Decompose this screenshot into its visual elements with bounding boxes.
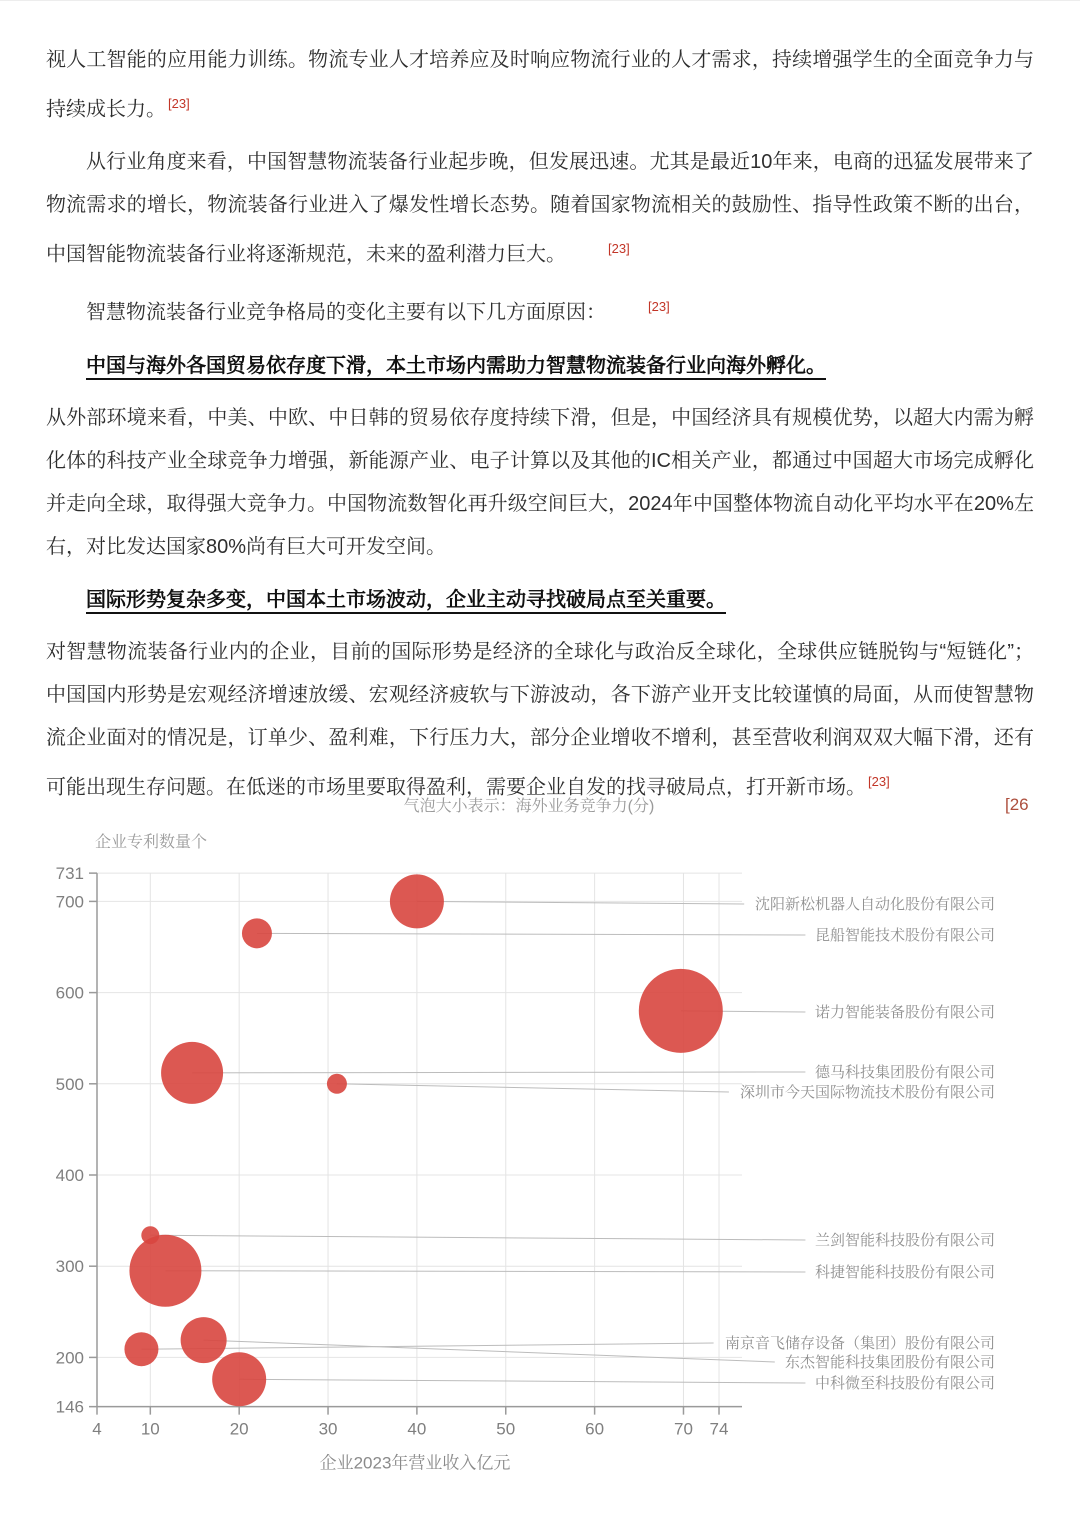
company-label: 东杰智能科技集团股份有限公司 bbox=[784, 1354, 995, 1371]
x-tick-label: 70 bbox=[674, 1419, 693, 1439]
x-tick-label: 40 bbox=[407, 1419, 427, 1439]
y-tick-label: 146 bbox=[55, 1397, 84, 1417]
x-tick-label: 50 bbox=[496, 1419, 516, 1439]
citation-ref-26: [26 bbox=[1005, 795, 1029, 814]
data-bubble bbox=[181, 1317, 227, 1363]
bubble-chart bbox=[0, 789, 1080, 1509]
bubble-chart-canvas bbox=[0, 789, 1080, 1509]
chart-title: 气泡大小表示：海外业务竞争力(分) bbox=[403, 798, 655, 815]
paragraph-text: 智慧物流装备行业竞争格局的变化主要有以下几方面原因： bbox=[86, 301, 606, 324]
article-text bbox=[0, 1, 1080, 819]
data-bubble bbox=[390, 874, 444, 928]
x-tick-label: 60 bbox=[585, 1419, 605, 1439]
data-bubble bbox=[161, 1042, 223, 1104]
company-label: 诺力智能装备股份有限公司 bbox=[814, 1004, 995, 1021]
heading-text: 国际形势复杂多变，中国本土市场波动，企业主动寻找破局点至关重要。 bbox=[86, 588, 726, 611]
y-tick-label: 700 bbox=[55, 892, 84, 912]
label-leader-line bbox=[165, 1271, 805, 1272]
company-label: 德马科技集团股份有限公司 bbox=[814, 1064, 995, 1081]
y-axis-title: 企业专利数量个 bbox=[95, 834, 208, 851]
section-heading bbox=[46, 579, 1034, 622]
company-label: 兰剑智能科技股份有限公司 bbox=[814, 1232, 995, 1249]
x-axis-title: 企业2023年营业收入亿元 bbox=[319, 1453, 511, 1473]
x-tick-label: 30 bbox=[318, 1419, 338, 1439]
section-heading bbox=[46, 345, 1034, 388]
data-bubble bbox=[124, 1332, 158, 1366]
company-label: 南京音飞储存设备（集团）股份有限公司 bbox=[724, 1335, 995, 1352]
y-tick-label: 731 bbox=[55, 864, 84, 884]
data-bubble bbox=[212, 1352, 266, 1406]
y-tick-label: 400 bbox=[55, 1166, 84, 1185]
label-leader-line bbox=[239, 1379, 805, 1383]
paragraph-text: 从行业角度来看，中国智慧物流装备行业起步晚，但发展迅速。尤其是最近10年来，电商的迅猛发展带来了物流需求的增长，物流装备行业进入了爆发性增长态势。随着国家物流相关的鼓励性、指导性政策不断的出台，中国智能物流装备行业将逐渐规范，未来的盈利潜力巨大。 bbox=[46, 150, 1034, 266]
label-leader-line bbox=[337, 1084, 729, 1092]
x-tick-label: 4 bbox=[92, 1419, 102, 1439]
x-tick-label: 20 bbox=[229, 1419, 249, 1439]
data-bubble bbox=[129, 1235, 201, 1307]
label-leader-line bbox=[150, 1235, 805, 1240]
x-tick-label: 74 bbox=[709, 1419, 729, 1439]
paragraph bbox=[46, 39, 1034, 132]
paragraph bbox=[46, 141, 1034, 277]
label-leader-line bbox=[192, 1072, 805, 1073]
company-label: 中科微至科技股份有限公司 bbox=[814, 1375, 995, 1392]
y-tick-label: 500 bbox=[55, 1074, 84, 1094]
citation-ref: [23] bbox=[168, 96, 190, 111]
data-bubble bbox=[242, 918, 272, 948]
company-label: 昆船智能技术股份有限公司 bbox=[814, 927, 995, 944]
data-bubble bbox=[327, 1074, 347, 1094]
citation-ref: [23] bbox=[648, 299, 670, 315]
citation-ref: [23] bbox=[868, 773, 890, 789]
paragraph bbox=[46, 285, 1034, 335]
heading-text: 中国与海外各国贸易依存度下滑，本土市场内需助力智慧物流装备行业向海外孵化。 bbox=[86, 354, 826, 377]
company-label: 科捷智能科技股份有限公司 bbox=[814, 1264, 995, 1281]
paragraph-text: 从外部环境来看，中美、中欧、中日韩的贸易依存度持续下滑，但是，中国经济具有规模优势，以超大内需为孵化体的科技产业全球竞争力增强，新能源产业、电子计算以及其他的IC相关产业，都通过中国超大市场完成孵化并走向全球，取得强大竞争力。中国物流数智化再升级空间巨大，2024年中国整体物流自动化平均水平在20%左右，对比发达国家80%尚有巨大可开发空间。 bbox=[46, 406, 1034, 558]
company-label: 沈阳新松机器人自动化股份有限公司 bbox=[754, 896, 995, 913]
paragraph bbox=[46, 397, 1034, 569]
data-bubble bbox=[639, 969, 723, 1053]
y-tick-label: 200 bbox=[55, 1348, 84, 1368]
y-tick-label: 300 bbox=[55, 1257, 84, 1277]
paragraph bbox=[46, 631, 1034, 810]
paragraph-text: 对智慧物流装备行业内的企业，目前的国际形势是经济的全球化与政治反全球化，全球供应链脱钩与“短链化”；中国国内形势是宏观经济增速放缓、宏观经济疲软与下游波动，各下游产业开支比较谨慎的局面，从而使智慧物流企业面对的情况是，订单少、盈利难，下行压力大，部分企业增收不增利，甚至营收利润双双大幅下滑，还有可能出现生存问题。在低迷的市场里要取得盈利，需要企业自发的找寻破局点，打开新市场。 bbox=[46, 640, 1034, 799]
x-tick-label: 10 bbox=[140, 1419, 160, 1439]
y-tick-label: 600 bbox=[55, 983, 84, 1003]
label-leader-line bbox=[257, 933, 805, 935]
paragraph-text: 视人工智能的应用能力训练。物流专业人才培养应及时响应物流行业的人才需求，持续增强学生的全面竞争力与持续成长力。 bbox=[46, 49, 1034, 121]
citation-ref: [23] bbox=[608, 240, 630, 256]
company-label: 深圳市今天国际物流技术股份有限公司 bbox=[739, 1084, 995, 1101]
